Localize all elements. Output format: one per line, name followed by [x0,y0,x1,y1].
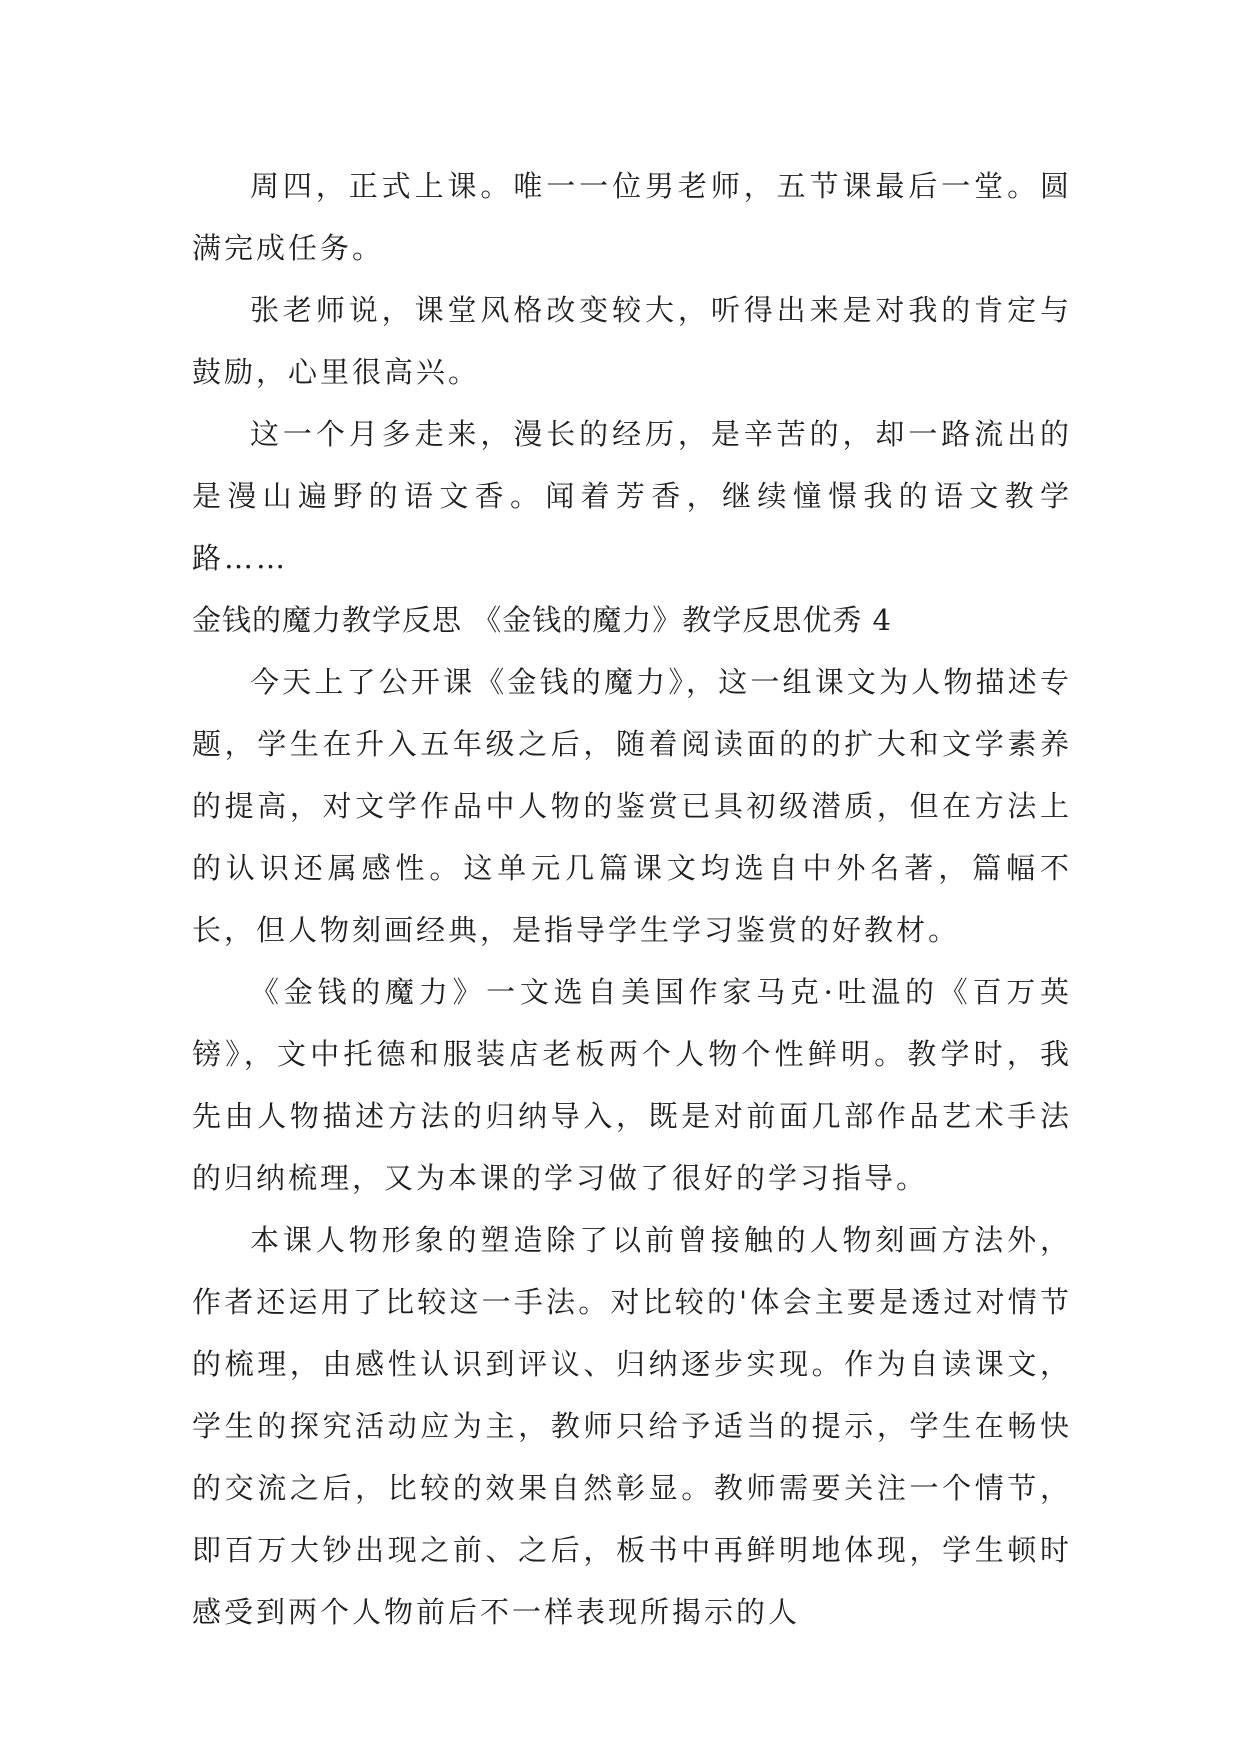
paragraph: 这一个月多走来，漫长的经历，是辛苦的，却一路流出的是漫山遍野的语文香。闻着芳香，继续憧憬我的语文教学路…… [192,417,1072,575]
paragraph: 张老师说，课堂风格改变较大，听得出来是对我的肯定与鼓励，心里很高兴。 [192,293,1072,389]
paragraph: 本课人物形象的塑造除了以前曾接触的人物刻画方法外，作者还运用了比较这一手法。对比较的'体会主要是透过对情节的梳理，由感性认识到评议、归纳逐步实现。作为自读课文，学生的探究活动应为主，教师只给予适当的提示，学生在畅快的交流之后，比较的效果自然彰显。教师需要关注一个情节，即百万大钞出现之前、之后，板书中再鲜明地体现，学生顿时感受到两个人物前后不一样表现所揭示的人 [192,1223,1072,1629]
section-heading: 金钱的魔力教学反思 《金钱的魔力》教学反思优秀 4 [192,603,892,637]
paragraph: 《金钱的魔力》一文选自美国作家马克·吐温的《百万英镑》，文中托德和服装店老板两个人物个性鲜明。教学时，我先由人物描述方法的归纳导入，既是对前面几部作品艺术手法的归纳梳理，又为本课的学习做了很好的学习指导。 [192,975,1072,1195]
paragraph: 周四，正式上课。唯一一位男老师，五节课最后一堂。圆满完成任务。 [192,169,1072,265]
paragraph: 今天上了公开课《金钱的魔力》，这一组课文为人物描述专题，学生在升入五年级之后，随着阅读面的的扩大和文学素养的提高，对文学作品中人物的鉴赏已具初级潜质，但在方法上的认识还属感性。这单元几篇课文均选自中外名著，篇幅不长，但人物刻画经典，是指导学生学习鉴赏的好教材。 [192,665,1072,947]
document-page [192,155,1072,1643]
